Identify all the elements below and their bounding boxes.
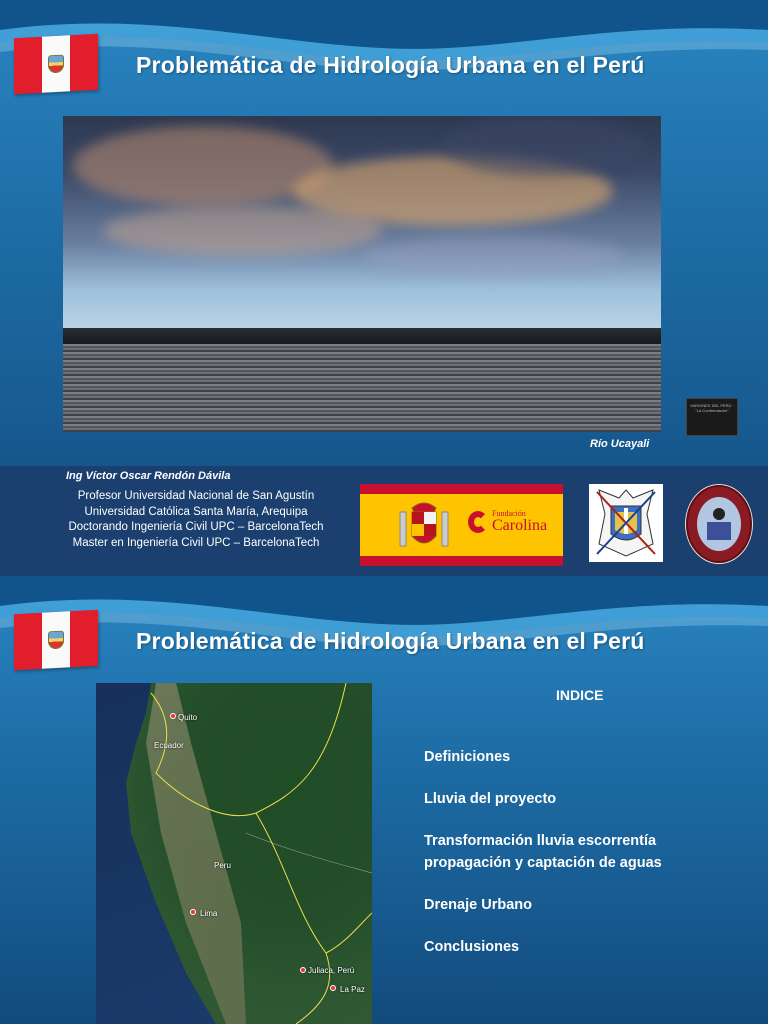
index-item-line: Definiciones (424, 749, 511, 765)
peru-flag (14, 610, 98, 670)
fundacion-carolina-logo (468, 510, 547, 534)
river-photo (63, 116, 661, 432)
university-seal-icon (685, 484, 753, 564)
affiliation-line: Universidad Católica Santa María, Arequipa (84, 505, 308, 518)
carolina-big-text: Carolina (492, 517, 548, 534)
map-label-juliaca: Juliaca, Perú (308, 966, 355, 975)
index-item (424, 936, 662, 958)
spain-coat-of-arms-icon (398, 498, 450, 554)
carolina-c-icon (468, 511, 488, 533)
peru-flag (14, 34, 98, 94)
map-pin-icon (300, 967, 306, 973)
index-item-line: propagación y captación de aguas (424, 855, 662, 871)
slide-title: Problemática de Hidrología Urbana en el Perú (136, 628, 645, 654)
affiliation-line: Master en Ingeniería Civil UPC – BarcelonaTech (72, 536, 320, 549)
index-item-line: Lluvia del proyecto (424, 791, 557, 807)
index-item-line: Drenaje Urbano (424, 897, 532, 913)
map-label-lapaz: La Paz (340, 985, 365, 994)
index-item (424, 894, 662, 916)
map-label-ecuador: Ecuador (154, 741, 184, 750)
photo-caption: Río Ucayali (590, 438, 650, 450)
map-label-peru: Peru (214, 861, 231, 870)
unsa-crest (685, 484, 753, 564)
affiliation-line: Profesor Universidad Nacional de San Agustín (77, 490, 315, 502)
index-item (424, 788, 662, 810)
map-pin-icon (330, 985, 336, 991)
map-label-quito: Quito (178, 713, 198, 722)
spain-flag-banner (360, 484, 563, 566)
index-item (424, 746, 662, 768)
map-pin-icon (190, 909, 196, 915)
index-list (424, 746, 662, 958)
index-title: INDICE (556, 687, 604, 703)
author-name: Ing Víctor Oscar Rendón Dávila (66, 470, 231, 482)
map-pin-icon (170, 713, 176, 719)
south-america-map (96, 683, 372, 1024)
carolina-small-text: Fundación (492, 509, 526, 518)
affiliation-list (46, 489, 346, 551)
ucsm-crest (589, 484, 663, 562)
affiliation-line: Doctorando Ingeniería Civil UPC – BarcelonaTech (68, 521, 324, 533)
university-shield-icon (589, 484, 663, 562)
small-logo: VARIONES DEL PERÚ · "La Conformación" (686, 398, 738, 436)
index-item (424, 830, 662, 874)
index-item-line: Transformación lluvia escorrentía (424, 833, 657, 849)
slide-title: Problemática de Hidrología Urbana en el Perú (136, 52, 645, 78)
index-item-line: Conclusiones (424, 939, 520, 955)
map-label-lima: Lima (200, 909, 218, 918)
